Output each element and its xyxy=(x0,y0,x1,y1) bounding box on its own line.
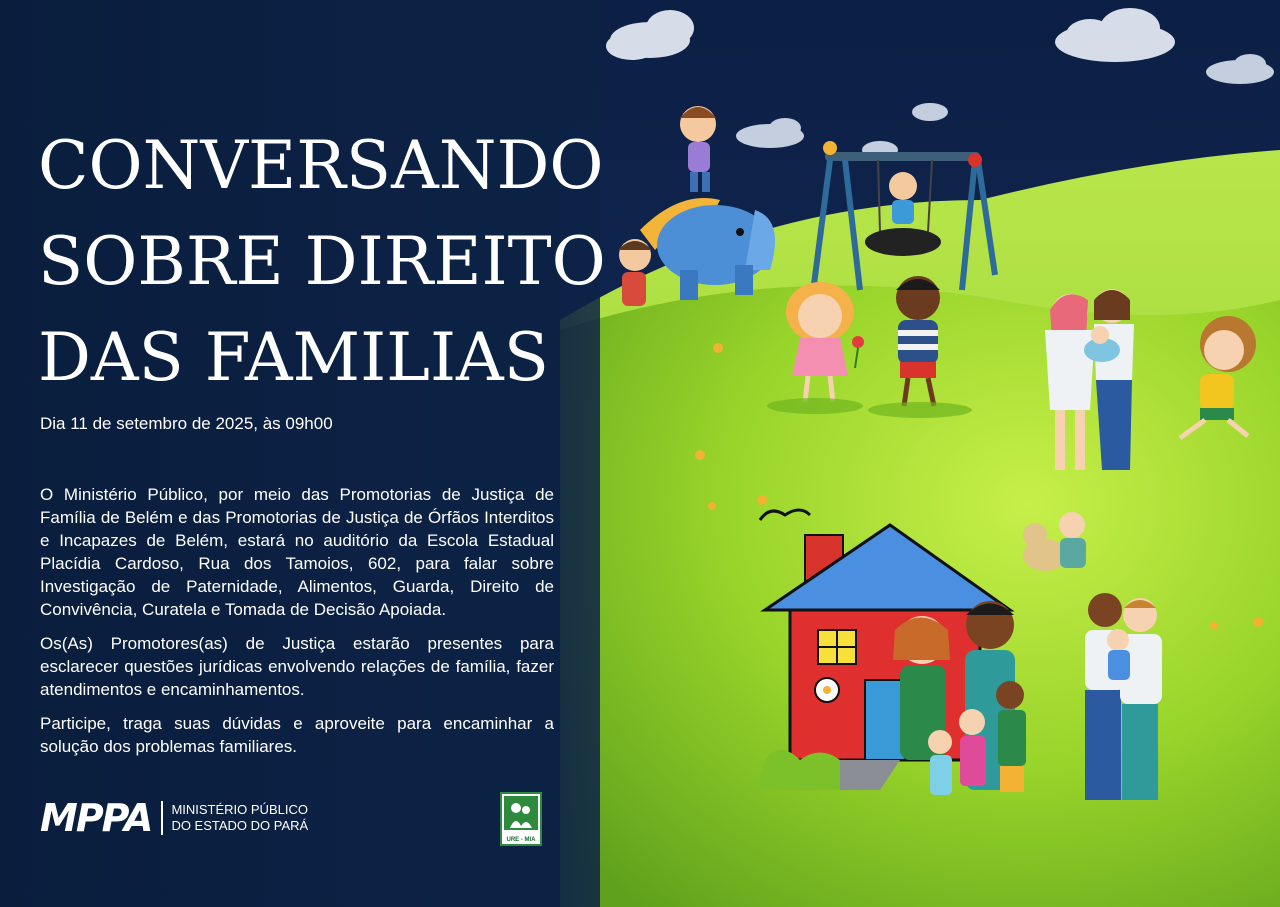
seal-label: URE - MIA xyxy=(506,837,536,843)
event-date: Dia 11 de setembro de 2025, às 09h00 xyxy=(40,414,333,433)
event-description xyxy=(40,483,554,769)
logo-divider xyxy=(161,801,163,835)
mppa-logo xyxy=(40,796,309,840)
info-panel xyxy=(0,0,606,907)
description-paragraph-3: Participe, traga suas dúvidas e aproveite para encaminhar a solução dos problemas familiares. xyxy=(40,714,554,756)
event-title xyxy=(38,118,606,406)
title-line-3: DAS FAMILIAS xyxy=(38,319,549,396)
logo-text-line-1: MINISTÉRIO PÚBLICO xyxy=(171,802,308,817)
description-paragraph-2: Os(As) Promotores(as) de Justiça estarão presentes para esclarecer questões jurídicas envolvendo relações de família, fazer atendimentos e encaminhamentos. xyxy=(40,634,554,699)
cloud-icon xyxy=(912,103,948,121)
logo-text-line-2: DO ESTADO DO PARÁ xyxy=(171,818,309,833)
title-line-2: SOBRE DIREITO xyxy=(38,223,606,300)
family-seal-icon xyxy=(502,794,540,834)
mppa-logo-text xyxy=(171,802,308,834)
title-line-1: CONVERSANDO xyxy=(38,127,604,204)
mppa-logo-mark: MPPA xyxy=(40,796,152,840)
seal-logo xyxy=(500,792,542,846)
description-paragraph-1: O Ministério Público, por meio das Promotorias de Justiça de Família de Belém e das Promotorias de Justiça de Órfãos Interditos e Incapazes de Belém, estará no auditório da Escola Estadual Placídia Cardoso, Rua dos Tamoios, 602, para falar sobre Investigação de Paternidade, Alimentos, Guarda, Direito de Convivência, Curatela e Tomada de Decisão Apoiada. xyxy=(40,485,554,619)
